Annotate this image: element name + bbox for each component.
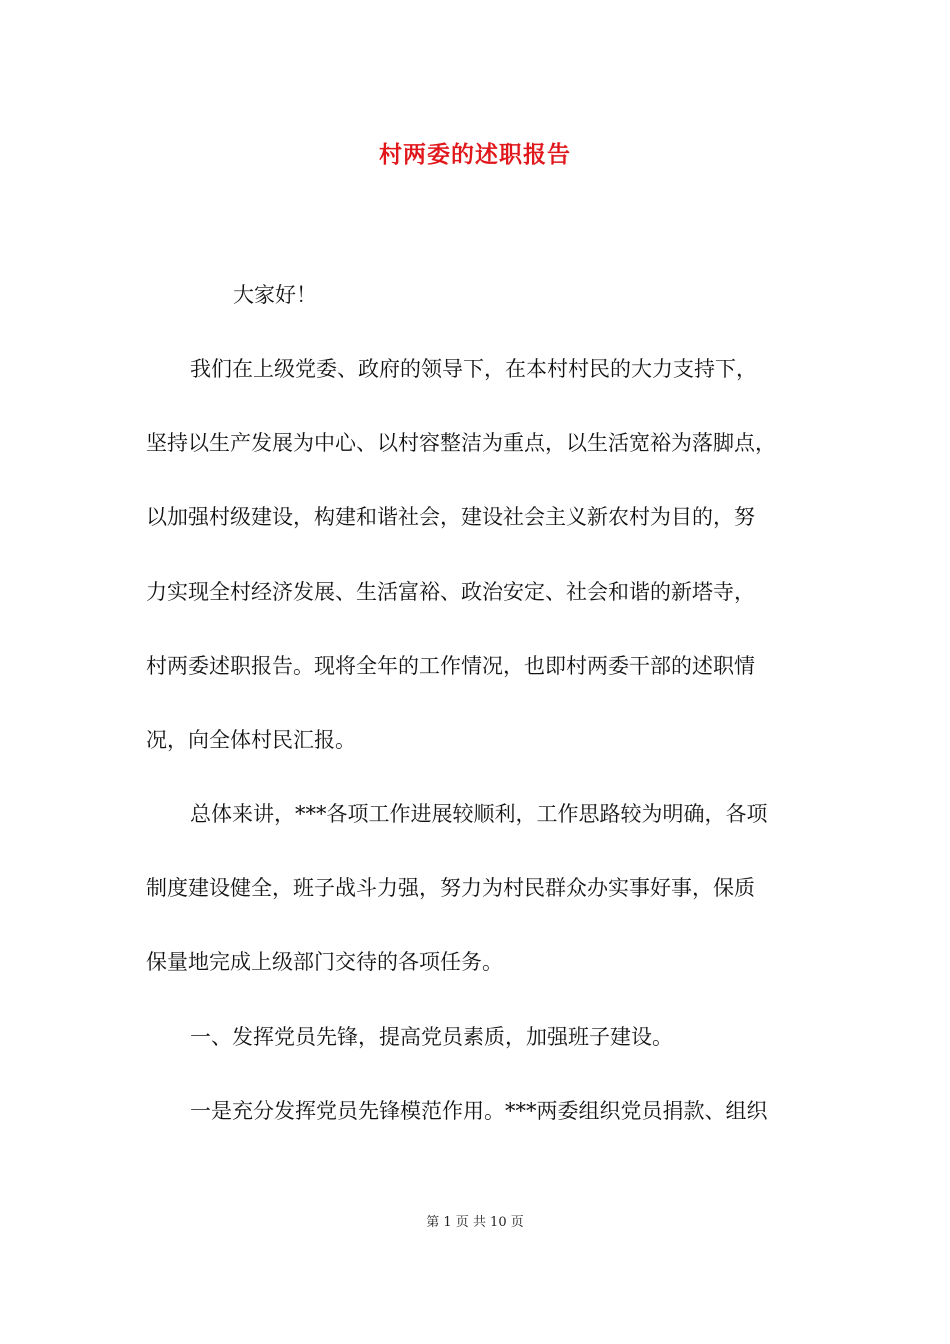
page-number-footer: 第 1 页 共 10 页 [426, 1215, 524, 1230]
section-heading-1: 一、发挥党员先锋，提高党员素质，加强班子建设。 [190, 1025, 673, 1049]
body-line-3: 以加强村级建设，构建和谐社会，建设社会主义新农村为目的，努 [146, 505, 755, 529]
body-line-5: 村两委述职报告。现将全年的工作情况，也即村两委干部的述职情 [146, 654, 755, 678]
body-line-10: 一是充分发挥党员先锋模范作用。***两委组织党员捐款、组织 [190, 1099, 768, 1123]
body-line-7: 总体来讲，***各项工作进展较顺利，工作思路较为明确，各项 [190, 802, 768, 826]
body-line-9: 保量地完成上级部门交待的各项任务。 [146, 950, 503, 974]
body-line-4: 力实现全村经济发展、生活富裕、政治安定、社会和谐的新塔寺， [146, 580, 755, 604]
body-line-8: 制度建设健全，班子战斗力强，努力为村民群众办实事好事，保质 [146, 876, 755, 900]
body-line-1: 我们在上级党委、政府的领导下，在本村村民的大力支持下， [190, 357, 757, 381]
greeting-line: 大家好！ [233, 283, 317, 307]
document-title: 村两委的述职报告 [379, 141, 571, 168]
body-line-2: 坚持以生产发展为中心、以村容整洁为重点，以生活宽裕为落脚点， [146, 431, 776, 455]
body-line-6: 况，向全体村民汇报。 [146, 728, 356, 752]
